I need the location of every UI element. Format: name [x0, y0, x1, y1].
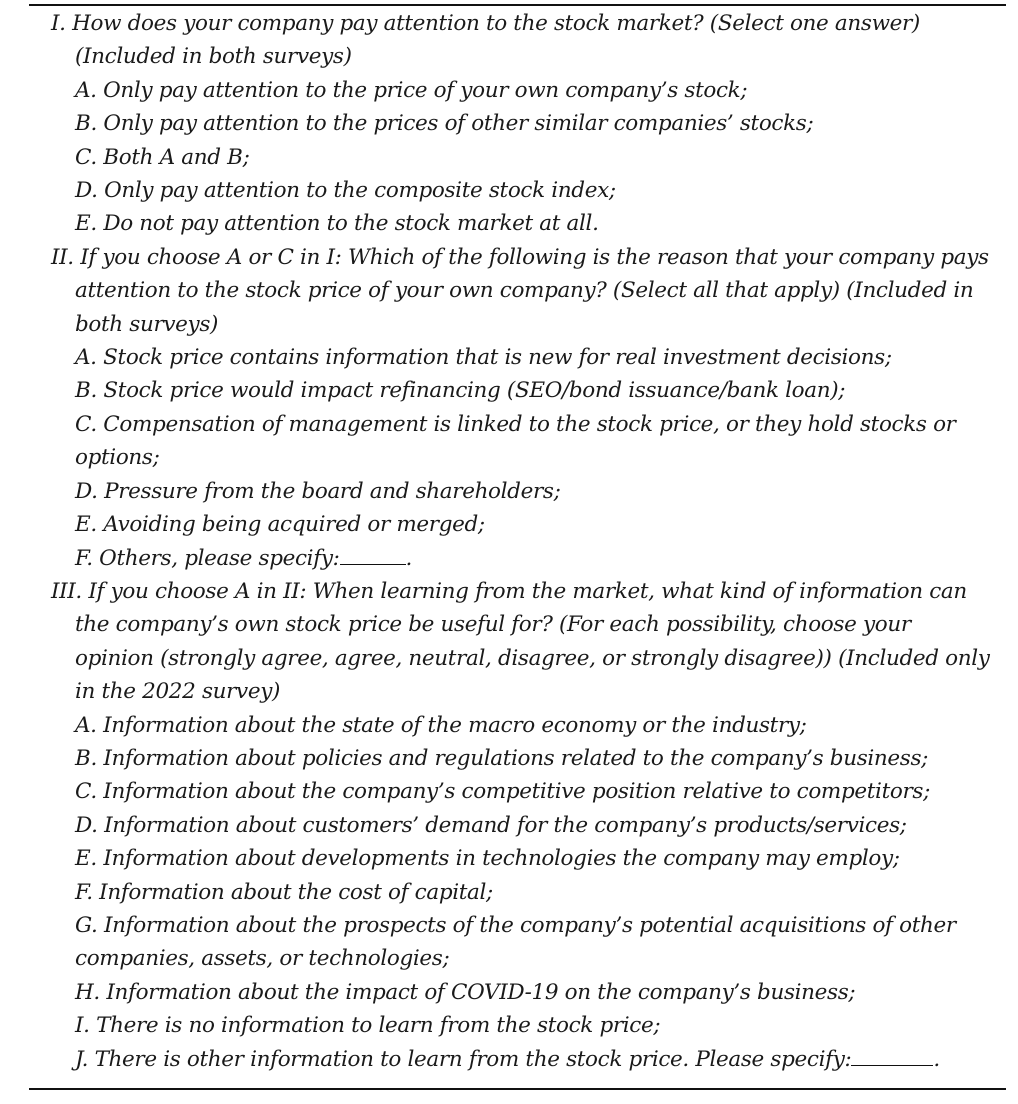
question-2: II. If you choose A or C in I: Which of the following is the reason that your company pays attention to the stock price of your own company? (Select all that apply) (Included in both surveys) — [51, 244, 989, 337]
survey-questions-table — [29, 4, 1006, 1076]
question-3: III. If you choose A in II: When learning from the market, what kind of information can the company’s own stock price be useful for? (For each possibility, choose your opinion (strongly agree, agree, neutral, disagree, or strongly disagree)) (Included only in the 2022 survey) — [51, 578, 990, 705]
question-3-option-i: I. There is no information to learn from the stock price; — [75, 1013, 661, 1039]
question-2-option-d: D. Pressure from the board and shareholders; — [75, 478, 561, 504]
question-3-option-j — [29, 1043, 1006, 1076]
question-2-option-a: A. Stock price contains information that is new for real investment decisions; — [75, 345, 892, 371]
question-2-option-f — [29, 542, 1006, 575]
question-2-option-f-label: F. Others, please specify: — [75, 545, 340, 571]
bottom-rule — [29, 1088, 1006, 1090]
question-2-option-f-end: . — [405, 545, 412, 571]
specify-blank — [851, 1043, 933, 1066]
question-1-option-c: C. Both A and B; — [75, 144, 250, 170]
question-3-option-g: G. Information about the prospects of the company’s potential acquisitions of other companies, assets, or technologies; — [75, 912, 956, 972]
question-1-option-a: A. Only pay attention to the price of your own company’s stock; — [75, 77, 748, 103]
question-3-option-e: E. Information about developments in technologies the company may employ; — [75, 846, 900, 872]
question-1-option-b: B. Only pay attention to the prices of other similar companies’ stocks; — [75, 111, 814, 137]
question-1: I. How does your company pay attention to the stock market? (Select one answer) (Included in both surveys) — [51, 11, 920, 70]
question-2-option-e: E. Avoiding being acquired or merged; — [75, 512, 485, 538]
question-3-option-c: C. Information about the company’s competitive position relative to competitors; — [75, 779, 930, 805]
question-3-option-d: D. Information about customers’ demand for the company’s products/services; — [75, 812, 907, 838]
question-3-option-b: B. Information about policies and regulations related to the company’s business; — [75, 745, 929, 771]
question-1-option-e: E. Do not pay attention to the stock market at all. — [75, 211, 599, 237]
question-3-option-f: F. Information about the cost of capital; — [75, 879, 493, 905]
question-3-option-h: H. Information about the impact of COVID-19 on the company’s business; — [75, 979, 856, 1005]
specify-blank — [340, 542, 406, 565]
question-2-option-b: B. Stock price would impact refinancing (SEO/bond issuance/bank loan); — [75, 378, 846, 404]
question-3-option-j-label: J. There is other information to learn from the stock price. Please specify: — [75, 1046, 852, 1072]
question-3-option-j-end: . — [933, 1046, 940, 1072]
question-3-option-a: A. Information about the state of the macro economy or the industry; — [75, 712, 807, 738]
question-2-option-c: C. Compensation of management is linked to the stock price, or they hold stocks or options; — [75, 411, 956, 471]
question-1-option-d: D. Only pay attention to the composite stock index; — [75, 178, 616, 204]
